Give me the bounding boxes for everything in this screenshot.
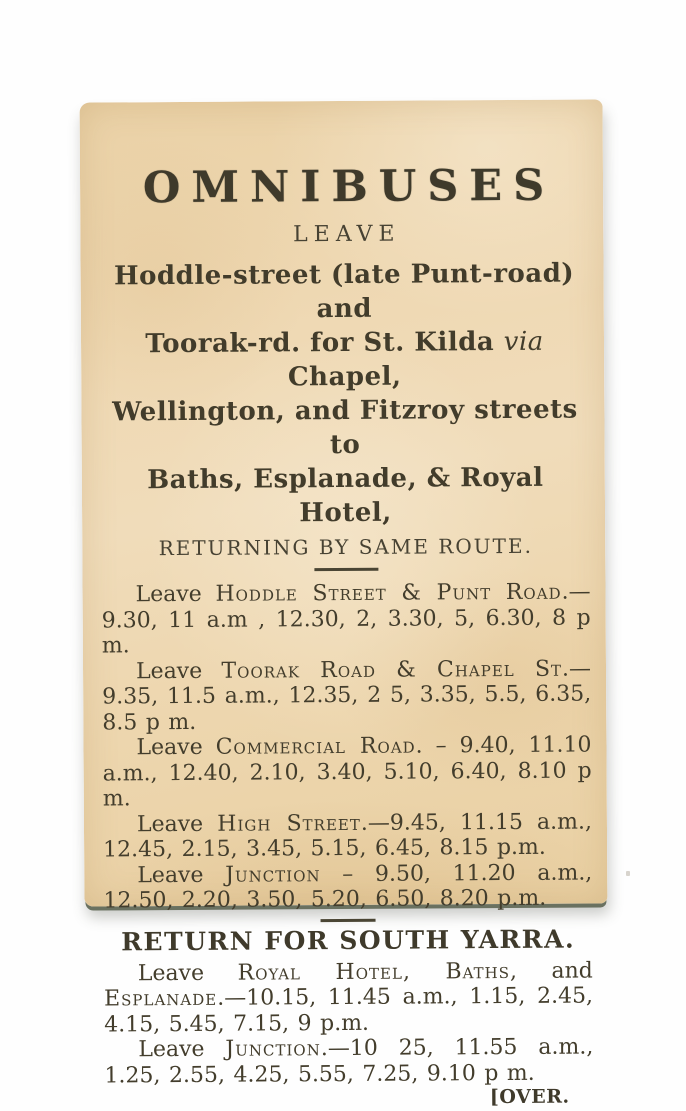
route-description — [100, 257, 591, 532]
route-line-text: Toorak-rd. for St. Kilda — [145, 327, 504, 360]
over-note: [OVER. — [489, 1085, 570, 1109]
route-line-text: Chapel, — [287, 361, 402, 393]
entry-stop: Junction — [225, 861, 321, 888]
entry-times: 9.50, 11.20 a.m., 12.50, 2.20, 3.50, 5.20, 6.50, 8.20 p.m. — [103, 860, 593, 914]
entry-lead: Leave — [136, 734, 216, 761]
entry-separator: .— — [561, 656, 592, 682]
entry-times: 9.40, 11.10 a.m., 12.40, 2.10, 3.40, 5.10, 6.40, 8.10 p m. — [102, 732, 592, 812]
entry-stop: Junction — [225, 1036, 321, 1062]
entry-lead: Leave — [137, 960, 238, 986]
timetable-entry — [103, 809, 592, 863]
entry-lead: Leave — [137, 862, 226, 888]
entry-times: 10 25, 11.55 a.m., 1.25, 2.55, 4.25, 5.55, 7.25, 9.10 p m. — [104, 1034, 594, 1089]
entry-lead: Leave — [136, 811, 218, 837]
timetable-entry — [104, 1035, 593, 1089]
card-title: OMNIBUSES — [142, 160, 556, 214]
entry-stop: Royal Hotel, Baths, — [237, 958, 519, 986]
entry-stop: Esplanade — [103, 985, 218, 1012]
entry-times: 10.15, 11.45 a.m., 1.15, 2.45, 4.15, 5.45, 7.15, 9 p.m. — [104, 983, 594, 1038]
route-line: Wellington, and Fitzroy streets to — [112, 394, 578, 461]
card-subtitle: LEAVE — [293, 221, 401, 248]
entry-stop: Commercial Road — [215, 733, 416, 760]
entry-separator: .— — [561, 579, 591, 605]
paper-speck — [626, 871, 630, 876]
timetable-entry — [102, 656, 591, 735]
entry-separator: . – — [415, 733, 460, 759]
entry-times: 9.35, 11.5 a.m., 12.35, 2 5, 3.35, 5.5, 6.35, 8.5 p m. — [102, 681, 592, 736]
entry-conjunction: and — [517, 958, 593, 984]
entry-stop: Hoddle Street & Punt Road — [215, 579, 562, 607]
entry-separator: – — [320, 861, 376, 887]
entry-lead: Leave — [138, 1036, 226, 1063]
card-content — [80, 99, 609, 1110]
route-line — [100, 325, 589, 396]
section-divider — [321, 918, 376, 921]
timetable-entry — [103, 860, 592, 914]
timetable-card — [80, 99, 608, 1109]
entry-lead: Leave — [135, 658, 222, 684]
inbound-timetable — [104, 958, 594, 1088]
entry-stop: Toorak Road & Chapel St — [221, 656, 563, 684]
entry-stop: High Street — [217, 810, 361, 837]
route-via-word: via — [503, 326, 544, 358]
route-line: Hoddle-street (late Punt-road) and — [113, 258, 575, 325]
outbound-timetable — [101, 580, 592, 914]
section-divider — [314, 568, 378, 571]
entry-lead: Leave — [135, 581, 216, 608]
entry-times: 9.30, 11 a.m , 12.30, 2, 3.30, 5, 6.30, 8 p m. — [101, 605, 591, 659]
timetable-entry — [104, 958, 593, 1037]
timetable-entry — [101, 580, 590, 659]
entry-separator: .— — [217, 985, 247, 1011]
entry-times: 9.45, 11.15 a.m., 12.45, 2.15, 3.45, 5.15, 6.45, 8.15 p.m. — [103, 809, 593, 863]
entry-separator: .— — [320, 1036, 350, 1062]
return-section-heading: RETURN FOR SOUTH YARRA. — [121, 924, 576, 957]
timetable-entry — [102, 733, 591, 812]
returning-note: RETURNING BY SAME ROUTE. — [158, 533, 533, 561]
route-line: Baths, Esplanade, & Royal Hotel, — [147, 462, 544, 529]
entry-separator: .— — [360, 810, 390, 836]
